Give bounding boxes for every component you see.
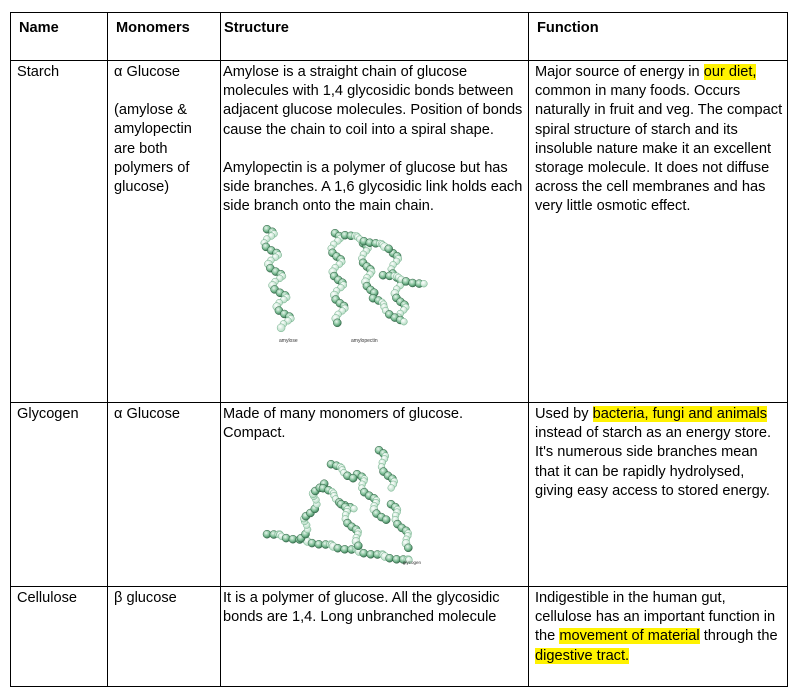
monomer-note-starch: (amylose & amylopectin are both polymers of glucose) (114, 102, 192, 196)
cell-structure-starch (221, 61, 529, 403)
header-structure: Structure (221, 13, 529, 61)
header-row (11, 13, 788, 61)
glucose-bead (421, 281, 428, 288)
header-name: Name (11, 13, 108, 61)
amylopectin-branches (328, 230, 428, 328)
cell-function-glycogen: Used by bacteria, fungi and animals instead of starch as an energy store. It's numerous side branches mean that it can be rapidly hydrolysed, giving easy access to stored energy. (529, 403, 788, 587)
table-row-starch (11, 61, 788, 403)
glucose-bead (385, 245, 393, 253)
starch-diagram (223, 222, 453, 352)
monomer-starch: α Glucose (114, 64, 181, 80)
table-row-cellulose (11, 587, 788, 687)
cell-function-starch: Major source of energy in our diet, common in many foods. Occurs naturally in fruit and veg. The compact spiral structure of starch and its insoluble nature make it an excellent storage molecule. It does not diffuse across the cell membranes and has very little osmotic effect. (529, 61, 788, 403)
glucose-bead (349, 475, 357, 483)
cell-structure-glycogen (221, 403, 529, 587)
glucose-bead (351, 506, 358, 513)
cell-monomer-glycogen: α Glucose (108, 403, 221, 587)
cell-monomer-cellulose: β glucose (108, 587, 221, 687)
structure-cellulose-text: It is a polymer of glucose. All the glycosidic bonds are 1,4. Long unbranched molecule (223, 590, 500, 626)
polysaccharide-table (10, 12, 788, 687)
glycogen-diagram (261, 443, 461, 571)
cell-structure-cellulose (221, 587, 529, 687)
glucose-bead (401, 319, 408, 326)
header-monomers: Monomers (108, 13, 221, 61)
table-row-glycogen (11, 403, 788, 587)
highlight-organisms: bacteria, fungi and animals (592, 406, 768, 422)
glucose-bead (386, 555, 394, 563)
cell-name-cellulose: Cellulose (11, 587, 108, 687)
highlight-movement: movement of material (559, 628, 700, 645)
glucose-bead (354, 542, 362, 550)
structure-glycogen-text: Made of many monomers of glucose. Compact. (223, 406, 464, 442)
cell-name-glycogen: Glycogen (11, 403, 108, 587)
highlight-digestive-tract: digestive tract. (535, 647, 630, 664)
cell-function-cellulose: Indigestible in the human gut, cellulose has an important function in the movement of material through the digestive tract. (529, 587, 788, 687)
cell-monomer-starch (108, 61, 221, 403)
header-function: Function (529, 13, 788, 61)
amylopectin-label: amylopectin (351, 338, 378, 345)
glucose-bead (404, 544, 412, 552)
glucose-bead (277, 324, 285, 332)
glucose-bead (382, 516, 390, 524)
glucose-bead (360, 550, 368, 558)
cell-name-starch: Starch (11, 61, 108, 403)
amylose-helix (261, 226, 295, 333)
glycogen-label: glycogen (403, 560, 422, 566)
highlight-our-diet: our diet, (703, 64, 757, 80)
structure-amylose-text: Amylose is a straight chain of glucose molecules with 1,4 glycosidic bonds between adjacent glucose molecules. Position of bonds cause the chain to coil into a spiral shape. (223, 64, 523, 138)
glycogen-branches (263, 447, 412, 564)
amylose-label: amylose (279, 338, 298, 345)
glucose-bead (333, 319, 341, 327)
glucose-bead (388, 485, 395, 492)
structure-amylopectin-text: Amylopectin is a polymer of glucose but has side branches. A 1,6 glycosidic link holds each side branch onto the main chain. (223, 159, 523, 215)
